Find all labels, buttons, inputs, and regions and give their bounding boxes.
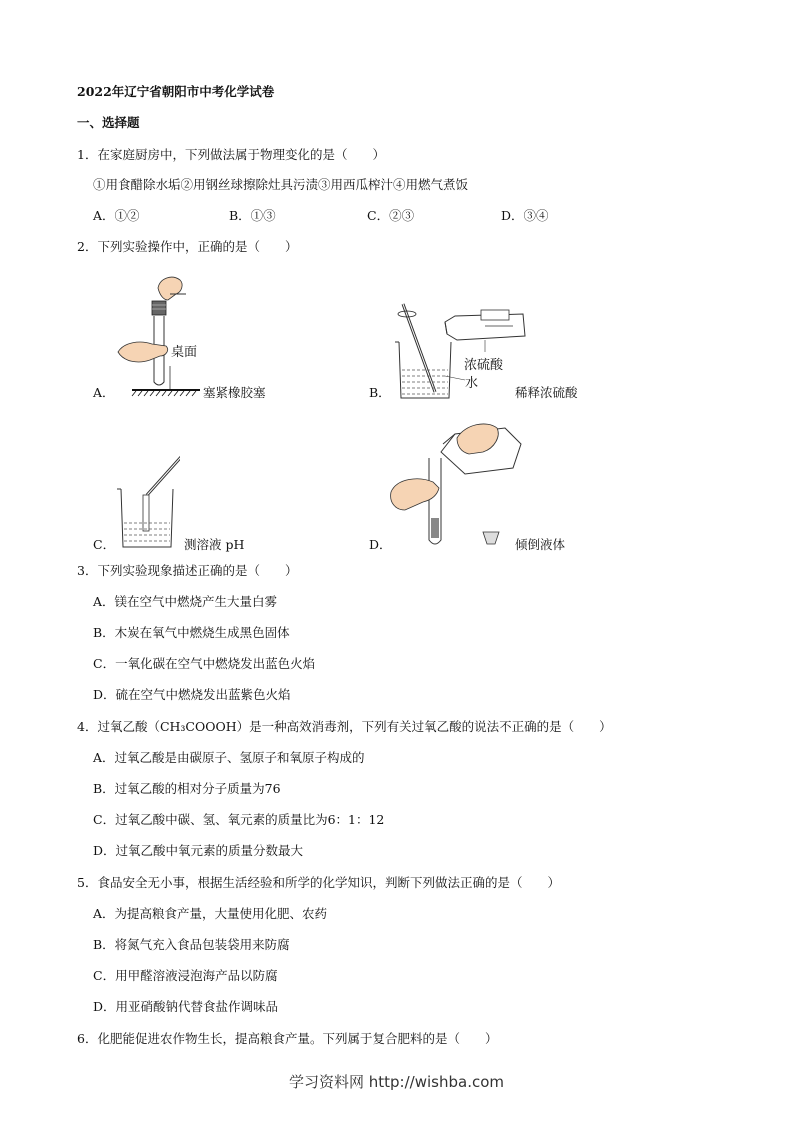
question-4-stem: 4．过氧乙酸（CH₃COOOH）是一种高效消毒剂，下列有关过氧乙酸的说法不正确的是（ ）: [77, 719, 612, 734]
question-3-option-d: D．硫在空气中燃烧发出蓝紫色火焰: [93, 687, 291, 702]
question-1-option-c: C．②③: [367, 208, 415, 223]
page-footer[interactable]: 学习资料网 http://wishba.com: [289, 1073, 504, 1091]
question-6-stem: 6．化肥能促进农作物生长，提高粮食产量。下列属于复合肥料的是（ ）: [77, 1031, 498, 1046]
question-5-option-b: B．将氮气充入食品包装袋用来防腐: [93, 937, 290, 952]
question-2-option-d-letter: D．: [369, 537, 392, 552]
question-5-option-d: D．用亚硝酸钠代替食盐作调味品: [93, 999, 279, 1014]
question-3-option-c: C．一氧化碳在空气中燃烧发出蓝色火焰: [93, 656, 316, 671]
question-1-option-d: D．③④: [501, 208, 549, 223]
question-2-option-b-letter: B．: [369, 385, 391, 400]
figure-b-water-label: 水: [465, 376, 479, 391]
figure-c-ph-test: [115, 455, 180, 550]
question-4-option-d: D．过氧乙酸中氧元素的质量分数最大: [93, 843, 304, 858]
question-5-option-c: C．用甲醛溶液浸泡海产品以防腐: [93, 968, 278, 983]
figure-b-acid-label: 浓硫酸: [464, 358, 504, 373]
question-2-option-c-letter: C．: [93, 537, 116, 552]
question-1-stem: 1．在家庭厨房中，下列做法属于物理变化的是（ ）: [77, 147, 385, 162]
question-4-option-a: A．过氧乙酸是由碳原子、氢原子和氧原子构成的: [93, 750, 365, 765]
question-3-option-a: A．镁在空气中燃烧产生大量白雾: [93, 594, 278, 609]
question-2-stem: 2．下列实验操作中，正确的是（ ）: [77, 239, 298, 254]
question-2-option-b-caption: 稀释浓硫酸: [515, 385, 578, 400]
figure-a-table-label: 桌面: [171, 345, 198, 360]
question-2-option-d-caption: 倾倒液体: [515, 537, 566, 552]
question-1-option-b: B．①③: [229, 208, 276, 223]
question-4-option-b: B．过氧乙酸的相对分子质量为76: [93, 781, 281, 796]
section-heading: 一、选择题: [77, 115, 140, 130]
question-1-option-a: A．①②: [93, 208, 140, 223]
question-5-stem: 5．食品安全无小事，根据生活经验和所学的化学知识，判断下列做法正确的是（ ）: [77, 875, 560, 890]
question-2-option-c-caption: 测溶液 pH: [184, 537, 245, 552]
figure-d-pouring: [385, 414, 525, 549]
question-3-option-b: B．木炭在氧气中燃烧生成黑色固体: [93, 625, 290, 640]
question-2-option-a-letter: A．: [93, 385, 115, 400]
page-title: 2022年辽宁省朝阳市中考化学试卷: [77, 84, 275, 99]
question-5-option-a: A．为提高粮食产量，大量使用化肥、农药: [93, 906, 328, 921]
question-1-statements: ①用食醋除水垢②用钢丝球擦除灶具污渍③用西瓜榨汁④用燃气煮饭: [93, 177, 469, 192]
figure-b-dilution: [385, 292, 530, 404]
question-2-option-a-caption: 塞紧橡胶塞: [203, 385, 266, 400]
question-4-option-c: C．过氧乙酸中碳、氢、氧元素的质量比为6：1：12: [93, 812, 385, 827]
question-3-stem: 3．下列实验现象描述正确的是（ ）: [77, 563, 298, 578]
figure-a-stopper: [110, 270, 210, 405]
